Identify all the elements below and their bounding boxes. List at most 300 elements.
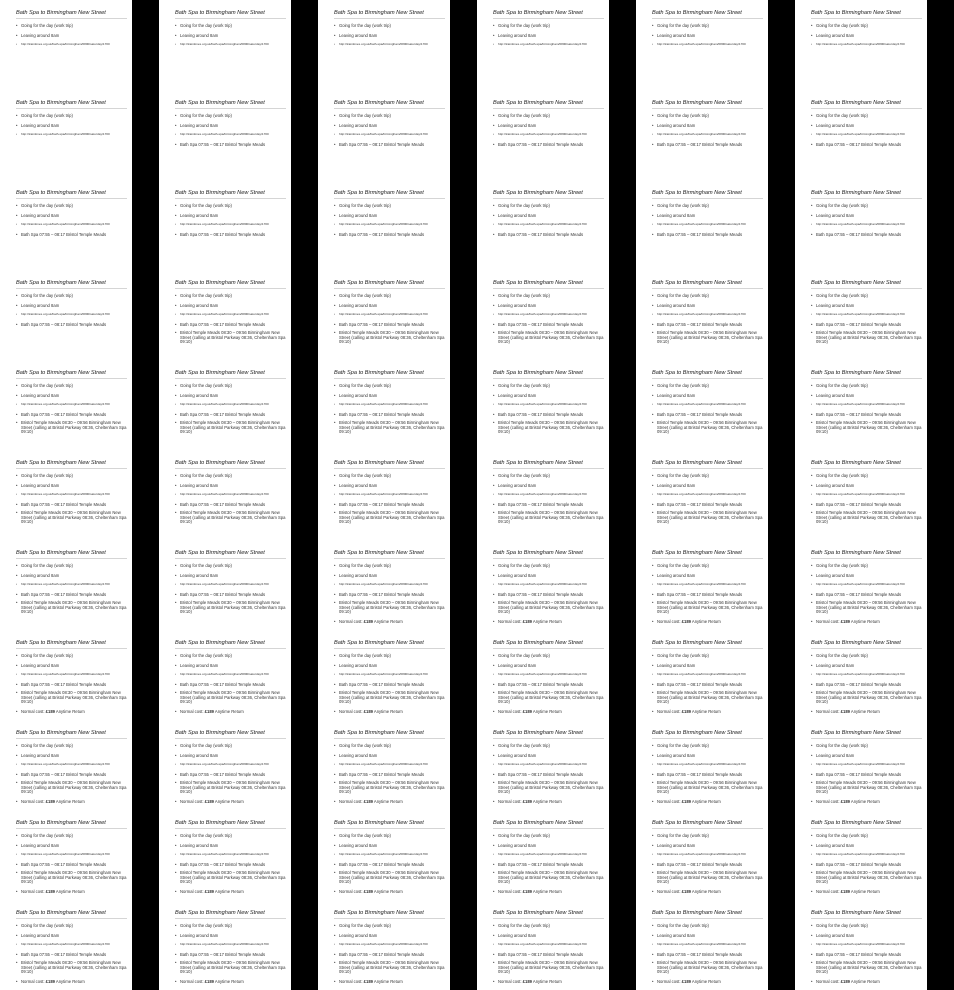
bullet-item: • Bath Spa 07:55 – 08:17 Bristol Temple Meads [652,232,763,237]
bullet-item: • Leaving around 8am [175,933,286,938]
bullet-item: • Leaving around 8am [175,213,286,218]
bullet-link[interactable]: • http://traintimes.org.uk/bath-spa/birmingham/0800/saturday/1700 [652,42,763,47]
slide-frame [318,360,450,450]
bullet-item: • Going for the day (work trip) [334,653,445,658]
bullet-item: • Leaving around 8am [493,753,604,758]
bullet-link[interactable]: • http://traintimes.org.uk/bath-spa/birmingham/0800/saturday/1700 [493,762,604,767]
bullet-item: • Bristol Temple Meads 08:30 – 09:56 Birmingham New Street (calling at Bristol Parkway 08:36, Cheltenham Spa 09:10) [493,421,604,435]
bullet-item: • Bath Spa 07:55 – 08:17 Bristol Temple Meads [175,142,286,147]
bullet-item: • Going for the day (work trip) [334,383,445,388]
bullet-item: • Going for the day (work trip) [652,563,763,568]
bullet-item: • Bath Spa 07:55 – 08:17 Bristol Temple Meads [334,232,445,237]
bullet-link[interactable]: • http://traintimes.org.uk/bath-spa/birmingham/0800/saturday/1700 [493,582,604,587]
cost-item [652,889,763,894]
bullet-item: • Going for the day (work trip) [493,113,604,118]
bullet-item: • Bristol Temple Meads 08:30 – 09:56 Birmingham New Street (calling at Bristol Parkway 08:36, Cheltenham Spa 09:10) [652,871,763,885]
ticket-type: Anytime Return [691,709,721,715]
cost-amount: £189 [204,709,214,715]
bullet-item: • Bristol Temple Meads 08:30 – 09:56 Birmingham New Street (calling at Bristol Parkway 08:36, Cheltenham Spa 09:10) [811,871,922,885]
cost-amount: £189 [45,799,55,805]
cost-amount: £189 [363,619,373,625]
cost-label: Normal cost: [657,889,682,895]
bullet-item: • Bristol Temple Meads 08:30 – 09:56 Birmingham New Street (calling at Bristol Parkway 08:36, Cheltenham Spa 09:10) [493,331,604,345]
slide-frame [318,270,450,360]
slide-frame [0,720,132,810]
bullet-item: • Leaving around 8am [811,303,922,308]
slide-frame [159,720,291,810]
bullet-item: • Bath Spa 07:55 – 08:17 Bristol Temple Meads [493,322,604,327]
slide-title: Bath Spa to Birmingham New Street [334,640,445,649]
ticket-type: Anytime Return [55,889,85,895]
ticket-type: Anytime Return [850,799,880,805]
slide-title: Bath Spa to Birmingham New Street [493,100,604,109]
cost-item [811,709,922,714]
bullet-link[interactable]: • http://traintimes.org.uk/bath-spa/birmingham/0800/saturday/1700 [811,42,922,47]
bullet-item: • Bath Spa 07:55 – 08:17 Bristol Temple Meads [493,772,604,777]
bullet-item: • Leaving around 8am [652,663,763,668]
bullet-item: • Leaving around 8am [652,33,763,38]
bullet-link[interactable]: • http://traintimes.org.uk/bath-spa/birmingham/0800/saturday/1700 [175,402,286,407]
ticket-type: Anytime Return [850,979,880,985]
slide-frame [477,270,609,360]
bullet-item: • Bath Spa 07:55 – 08:17 Bristol Temple Meads [175,862,286,867]
bullet-link[interactable]: • http://traintimes.org.uk/bath-spa/birmingham/0800/saturday/1700 [493,852,604,857]
slide-frame [318,810,450,900]
bullet-item: • Leaving around 8am [493,213,604,218]
bullet-item: • Bath Spa 07:55 – 08:17 Bristol Temple Meads [493,682,604,687]
bullet-item: • Going for the day (work trip) [652,923,763,928]
bullet-item: • Going for the day (work trip) [493,23,604,28]
bullet-item: • Leaving around 8am [811,573,922,578]
slide-frame [636,0,768,90]
cost-label: Normal cost: [498,799,523,805]
ticket-type: Anytime Return [532,619,562,625]
bullet-item: • Bath Spa 07:55 – 08:17 Bristol Temple Meads [652,952,763,957]
bullet-item: • Going for the day (work trip) [811,653,922,658]
bullet-item: • Bristol Temple Meads 08:30 – 09:56 Birmingham New Street (calling at Bristol Parkway 08:36, Cheltenham Spa 09:10) [493,601,604,615]
ticket-type: Anytime Return [55,799,85,805]
slide-frame [159,90,291,180]
slide-frame [795,630,927,720]
slide-frame [159,540,291,630]
cost-amount: £189 [363,889,373,895]
bullet-item: • Bath Spa 07:55 – 08:17 Bristol Temple Meads [175,682,286,687]
bullet-link[interactable]: • http://traintimes.org.uk/bath-spa/birmingham/0800/saturday/1700 [811,672,922,677]
slide-title: Bath Spa to Birmingham New Street [811,640,922,649]
ticket-type: Anytime Return [691,619,721,625]
bullet-item: • Leaving around 8am [652,123,763,128]
cost-amount: £189 [522,799,532,805]
bullet-item: • Bristol Temple Meads 08:30 – 09:56 Birmingham New Street (calling at Bristol Parkway 08:36, Cheltenham Spa 09:10) [334,871,445,885]
ticket-type: Anytime Return [532,799,562,805]
bullet-link[interactable]: • http://traintimes.org.uk/bath-spa/birmingham/0800/saturday/1700 [652,492,763,497]
bullet-link[interactable]: • http://traintimes.org.uk/bath-spa/birmingham/0800/saturday/1700 [175,42,286,47]
bullet-link[interactable]: • http://traintimes.org.uk/bath-spa/birmingham/0800/saturday/1700 [493,942,604,947]
cost-item [811,799,922,804]
cost-label: Normal cost: [339,799,364,805]
cost-label: Normal cost: [816,979,841,985]
cost-item [334,889,445,894]
slide-frame [159,180,291,270]
ticket-type: Anytime Return [373,979,403,985]
ticket-type: Anytime Return [532,889,562,895]
bullet-link[interactable]: • http://traintimes.org.uk/bath-spa/birmingham/0800/saturday/1700 [811,132,922,137]
cost-label: Normal cost: [816,889,841,895]
bullet-item: • Bath Spa 07:55 – 08:17 Bristol Temple Meads [16,592,127,597]
bullet-item: • Going for the day (work trip) [175,653,286,658]
cost-amount: £189 [522,889,532,895]
slide-title: Bath Spa to Birmingham New Street [175,910,286,919]
bullet-link[interactable]: • http://traintimes.org.uk/bath-spa/birmingham/0800/saturday/1700 [334,492,445,497]
slide-frame [318,450,450,540]
bullet-link[interactable]: • http://traintimes.org.uk/bath-spa/birmingham/0800/saturday/1700 [334,582,445,587]
slide-title: Bath Spa to Birmingham New Street [175,190,286,199]
bullet-link[interactable]: • http://traintimes.org.uk/bath-spa/birmingham/0800/saturday/1700 [175,762,286,767]
slide-title: Bath Spa to Birmingham New Street [16,460,127,469]
slide-title: Bath Spa to Birmingham New Street [652,910,763,919]
slide-title: Bath Spa to Birmingham New Street [811,100,922,109]
cost-item [175,799,286,804]
slide-frame [477,450,609,540]
slide-title: Bath Spa to Birmingham New Street [175,640,286,649]
bullet-item: • Bristol Temple Meads 08:30 – 09:56 Birmingham New Street (calling at Bristol Parkway 08:36, Cheltenham Spa 09:10) [811,601,922,615]
ticket-type: Anytime Return [214,799,244,805]
bullet-item: • Leaving around 8am [493,33,604,38]
bullet-item: • Bath Spa 07:55 – 08:17 Bristol Temple Meads [811,502,922,507]
bullet-link[interactable]: • http://traintimes.org.uk/bath-spa/birmingham/0800/saturday/1700 [652,222,763,227]
bullet-link[interactable]: • http://traintimes.org.uk/bath-spa/birmingham/0800/saturday/1700 [493,402,604,407]
bullet-item: • Going for the day (work trip) [175,293,286,298]
cost-label: Normal cost: [339,979,364,985]
bullet-link[interactable]: • http://traintimes.org.uk/bath-spa/birmingham/0800/saturday/1700 [175,132,286,137]
slide-title: Bath Spa to Birmingham New Street [493,370,604,379]
bullet-item: • Going for the day (work trip) [334,923,445,928]
bullet-link[interactable]: • http://traintimes.org.uk/bath-spa/birmingham/0800/saturday/1700 [334,762,445,767]
slide-frame [636,810,768,900]
bullet-item: • Bristol Temple Meads 08:30 – 09:56 Birmingham New Street (calling at Bristol Parkway 08:36, Cheltenham Spa 09:10) [175,691,286,705]
slide-title: Bath Spa to Birmingham New Street [811,280,922,289]
slide-frame [477,630,609,720]
bullet-link[interactable]: • http://traintimes.org.uk/bath-spa/birmingham/0800/saturday/1700 [493,132,604,137]
cost-label: Normal cost: [657,709,682,715]
bullet-item: • Bath Spa 07:55 – 08:17 Bristol Temple Meads [334,772,445,777]
bullet-link[interactable]: • http://traintimes.org.uk/bath-spa/birmingham/0800/saturday/1700 [811,492,922,497]
bullet-item: • Bath Spa 07:55 – 08:17 Bristol Temple Meads [334,682,445,687]
bullet-link[interactable]: • http://traintimes.org.uk/bath-spa/birmingham/0800/saturday/1700 [811,312,922,317]
cost-amount: £189 [681,889,691,895]
bullet-link[interactable]: • http://traintimes.org.uk/bath-spa/birmingham/0800/saturday/1700 [16,942,127,947]
slide-title: Bath Spa to Birmingham New Street [334,10,445,19]
bullet-item: • Bath Spa 07:55 – 08:17 Bristol Temple Meads [334,862,445,867]
frame-column [795,0,927,990]
bullet-item: • Bristol Temple Meads 08:30 – 09:56 Birmingham New Street (calling at Bristol Parkway 08:36, Cheltenham Spa 09:10) [334,781,445,795]
bullet-link[interactable]: • http://traintimes.org.uk/bath-spa/birmingham/0800/saturday/1700 [811,402,922,407]
bullet-item: • Bath Spa 07:55 – 08:17 Bristol Temple Meads [334,502,445,507]
bullet-item: • Going for the day (work trip) [16,653,127,658]
bullet-link[interactable]: • http://traintimes.org.uk/bath-spa/birmingham/0800/saturday/1700 [493,222,604,227]
bullet-link[interactable]: • http://traintimes.org.uk/bath-spa/birmingham/0800/saturday/1700 [16,132,127,137]
bullet-link[interactable]: • http://traintimes.org.uk/bath-spa/birmingham/0800/saturday/1700 [175,492,286,497]
bullet-link[interactable]: • http://traintimes.org.uk/bath-spa/birmingham/0800/saturday/1700 [334,402,445,407]
bullet-link[interactable]: • http://traintimes.org.uk/bath-spa/birmingham/0800/saturday/1700 [811,852,922,857]
bullet-item: • Going for the day (work trip) [16,743,127,748]
bullet-item: • Bath Spa 07:55 – 08:17 Bristol Temple Meads [811,682,922,687]
bullet-item: • Bath Spa 07:55 – 08:17 Bristol Temple Meads [175,592,286,597]
bullet-item: • Bristol Temple Meads 08:30 – 09:56 Birmingham New Street (calling at Bristol Parkway 08:36, Cheltenham Spa 09:10) [175,601,286,615]
bullet-link[interactable]: • http://traintimes.org.uk/bath-spa/birmingham/0800/saturday/1700 [493,672,604,677]
bullet-link[interactable]: • http://traintimes.org.uk/bath-spa/birmingham/0800/saturday/1700 [493,492,604,497]
bullet-item: • Going for the day (work trip) [493,293,604,298]
bullet-link[interactable]: • http://traintimes.org.uk/bath-spa/birmingham/0800/saturday/1700 [16,492,127,497]
bullet-item: • Bath Spa 07:55 – 08:17 Bristol Temple Meads [493,232,604,237]
cost-item [652,619,763,624]
bullet-link[interactable]: • http://traintimes.org.uk/bath-spa/birmingham/0800/saturday/1700 [652,942,763,947]
bullet-item: • Leaving around 8am [175,843,286,848]
slide-title: Bath Spa to Birmingham New Street [334,190,445,199]
bullet-item: • Leaving around 8am [811,213,922,218]
cost-amount: £189 [45,979,55,985]
cost-label: Normal cost: [816,799,841,805]
bullet-item: • Bristol Temple Meads 08:30 – 09:56 Birmingham New Street (calling at Bristol Parkway 08:36, Cheltenham Spa 09:10) [652,781,763,795]
bullet-item: • Bristol Temple Meads 08:30 – 09:56 Birmingham New Street (calling at Bristol Parkway 08:36, Cheltenham Spa 09:10) [811,961,922,975]
bullet-item: • Bath Spa 07:55 – 08:17 Bristol Temple Meads [16,412,127,417]
bullet-link[interactable]: • http://traintimes.org.uk/bath-spa/birmingham/0800/saturday/1700 [16,672,127,677]
slide-frame [636,900,768,990]
cost-label: Normal cost: [21,799,46,805]
slide-frame [318,630,450,720]
slide-frame [636,180,768,270]
slide-frame [0,270,132,360]
bullet-link[interactable]: • http://traintimes.org.uk/bath-spa/birmingham/0800/saturday/1700 [175,312,286,317]
bullet-link[interactable]: • http://traintimes.org.uk/bath-spa/birmingham/0800/saturday/1700 [16,762,127,767]
slide-frame [795,810,927,900]
slide-frame [636,630,768,720]
bullet-link[interactable]: • http://traintimes.org.uk/bath-spa/birmingham/0800/saturday/1700 [652,672,763,677]
bullet-item: • Going for the day (work trip) [811,923,922,928]
slide-title: Bath Spa to Birmingham New Street [652,280,763,289]
slide-title: Bath Spa to Birmingham New Street [652,10,763,19]
slide-title: Bath Spa to Birmingham New Street [334,550,445,559]
cost-amount: £189 [840,709,850,715]
cost-amount: £189 [840,619,850,625]
bullet-link[interactable]: • http://traintimes.org.uk/bath-spa/birmingham/0800/saturday/1700 [175,582,286,587]
slide-title: Bath Spa to Birmingham New Street [652,460,763,469]
slide-frame [318,720,450,810]
bullet-link[interactable]: • http://traintimes.org.uk/bath-spa/birmingham/0800/saturday/1700 [811,762,922,767]
bullet-link[interactable]: • http://traintimes.org.uk/bath-spa/birmingham/0800/saturday/1700 [175,942,286,947]
cost-item [16,889,127,894]
bullet-item: • Bath Spa 07:55 – 08:17 Bristol Temple Meads [334,412,445,417]
ticket-type: Anytime Return [691,889,721,895]
cost-item [175,979,286,984]
bullet-item: • Going for the day (work trip) [16,23,127,28]
slide-title: Bath Spa to Birmingham New Street [811,370,922,379]
bullet-link[interactable]: • http://traintimes.org.uk/bath-spa/birmingham/0800/saturday/1700 [175,222,286,227]
bullet-item: • Bristol Temple Meads 08:30 – 09:56 Birmingham New Street (calling at Bristol Parkway 08:36, Cheltenham Spa 09:10) [493,871,604,885]
bullet-item: • Bristol Temple Meads 08:30 – 09:56 Birmingham New Street (calling at Bristol Parkway 08:36, Cheltenham Spa 09:10) [16,691,127,705]
slide-frame [636,90,768,180]
cost-label: Normal cost: [339,709,364,715]
bullet-item: • Going for the day (work trip) [16,923,127,928]
bullet-item: • Bath Spa 07:55 – 08:17 Bristol Temple Meads [652,142,763,147]
bullet-item: • Bristol Temple Meads 08:30 – 09:56 Birmingham New Street (calling at Bristol Parkway 08:36, Cheltenham Spa 09:10) [16,511,127,525]
cost-item [175,889,286,894]
bullet-item: • Going for the day (work trip) [811,563,922,568]
cost-label: Normal cost: [498,979,523,985]
bullet-item: • Leaving around 8am [175,303,286,308]
cost-item [493,619,604,624]
bullet-item: • Bath Spa 07:55 – 08:17 Bristol Temple Meads [652,682,763,687]
bullet-link[interactable]: • http://traintimes.org.uk/bath-spa/birmingham/0800/saturday/1700 [16,312,127,317]
bullet-item: • Bath Spa 07:55 – 08:17 Bristol Temple Meads [334,142,445,147]
bullet-link[interactable]: • http://traintimes.org.uk/bath-spa/birmingham/0800/saturday/1700 [652,852,763,857]
slide-frame [0,0,132,90]
bullet-link[interactable]: • http://traintimes.org.uk/bath-spa/birmingham/0800/saturday/1700 [334,672,445,677]
bullet-link[interactable]: • http://traintimes.org.uk/bath-spa/birmingham/0800/saturday/1700 [493,42,604,47]
bullet-item: • Leaving around 8am [493,573,604,578]
cost-label: Normal cost: [21,979,46,985]
slide-title: Bath Spa to Birmingham New Street [652,640,763,649]
bullet-item: • Bath Spa 07:55 – 08:17 Bristol Temple Meads [652,772,763,777]
slide-title: Bath Spa to Birmingham New Street [16,820,127,829]
bullet-link[interactable]: • http://traintimes.org.uk/bath-spa/birmingham/0800/saturday/1700 [175,852,286,857]
bullet-item: • Going for the day (work trip) [16,563,127,568]
bullet-item: • Bristol Temple Meads 08:30 – 09:56 Birmingham New Street (calling at Bristol Parkway 08:36, Cheltenham Spa 09:10) [493,691,604,705]
cost-label: Normal cost: [339,619,364,625]
slide-frame [795,90,927,180]
bullet-item: • Going for the day (work trip) [493,203,604,208]
bullet-item: • Leaving around 8am [652,573,763,578]
bullet-item: • Leaving around 8am [493,483,604,488]
slide-title: Bath Spa to Birmingham New Street [16,100,127,109]
bullet-item: • Bristol Temple Meads 08:30 – 09:56 Birmingham New Street (calling at Bristol Parkway 08:36, Cheltenham Spa 09:10) [175,781,286,795]
bullet-link[interactable]: • http://traintimes.org.uk/bath-spa/birmingham/0800/saturday/1700 [493,312,604,317]
slide-title: Bath Spa to Birmingham New Street [16,190,127,199]
cost-item [334,799,445,804]
cost-amount: £189 [363,979,373,985]
bullet-item: • Going for the day (work trip) [334,833,445,838]
bullet-link[interactable]: • http://traintimes.org.uk/bath-spa/birmingham/0800/saturday/1700 [334,852,445,857]
cost-amount: £189 [363,799,373,805]
cost-amount: £189 [840,799,850,805]
cost-amount: £189 [204,979,214,985]
bullet-item: • Bath Spa 07:55 – 08:17 Bristol Temple Meads [175,412,286,417]
bullet-item: • Leaving around 8am [652,393,763,398]
bullet-item: • Bath Spa 07:55 – 08:17 Bristol Temple Meads [811,952,922,957]
bullet-item: • Leaving around 8am [652,213,763,218]
bullet-link[interactable]: • http://traintimes.org.uk/bath-spa/birmingham/0800/saturday/1700 [16,402,127,407]
bullet-item: • Going for the day (work trip) [334,23,445,28]
bullet-item: • Bath Spa 07:55 – 08:17 Bristol Temple Meads [652,592,763,597]
bullet-link[interactable]: • http://traintimes.org.uk/bath-spa/birmingham/0800/saturday/1700 [334,942,445,947]
frame-column [0,0,132,990]
slide-title: Bath Spa to Birmingham New Street [493,910,604,919]
slide-frame [477,360,609,450]
cost-label: Normal cost: [498,709,523,715]
bullet-link[interactable]: • http://traintimes.org.uk/bath-spa/birmingham/0800/saturday/1700 [16,42,127,47]
bullet-item: • Bath Spa 07:55 – 08:17 Bristol Temple Meads [175,772,286,777]
bullet-link[interactable]: • http://traintimes.org.uk/bath-spa/birmingham/0800/saturday/1700 [652,402,763,407]
bullet-item: • Going for the day (work trip) [16,293,127,298]
bullet-item: • Bristol Temple Meads 08:30 – 09:56 Birmingham New Street (calling at Bristol Parkway 08:36, Cheltenham Spa 09:10) [493,511,604,525]
slide-frame [477,90,609,180]
slide-title: Bath Spa to Birmingham New Street [334,280,445,289]
bullet-item: • Bath Spa 07:55 – 08:17 Bristol Temple Meads [652,412,763,417]
bullet-link[interactable]: • http://traintimes.org.uk/bath-spa/birmingham/0800/saturday/1700 [652,762,763,767]
bullet-item: • Leaving around 8am [16,843,127,848]
bullet-link[interactable]: • http://traintimes.org.uk/bath-spa/birmingham/0800/saturday/1700 [811,582,922,587]
bullet-item: • Leaving around 8am [811,393,922,398]
slide-title: Bath Spa to Birmingham New Street [652,550,763,559]
bullet-item: • Bath Spa 07:55 – 08:17 Bristol Temple Meads [811,412,922,417]
ticket-type: Anytime Return [532,709,562,715]
bullet-link[interactable]: • http://traintimes.org.uk/bath-spa/birmingham/0800/saturday/1700 [16,852,127,857]
bullet-link[interactable]: • http://traintimes.org.uk/bath-spa/birmingham/0800/saturday/1700 [811,942,922,947]
bullet-link[interactable]: • http://traintimes.org.uk/bath-spa/birmingham/0800/saturday/1700 [334,222,445,227]
bullet-item: • Leaving around 8am [16,573,127,578]
slide-title: Bath Spa to Birmingham New Street [811,820,922,829]
slide-title: Bath Spa to Birmingham New Street [652,370,763,379]
cost-amount: £189 [45,889,55,895]
cost-item [175,709,286,714]
bullet-item: • Leaving around 8am [811,843,922,848]
bullet-link[interactable]: • http://traintimes.org.uk/bath-spa/birmingham/0800/saturday/1700 [652,132,763,137]
bullet-item: • Going for the day (work trip) [334,293,445,298]
bullet-item: • Bath Spa 07:55 – 08:17 Bristol Temple Meads [175,502,286,507]
bullet-link[interactable]: • http://traintimes.org.uk/bath-spa/birmingham/0800/saturday/1700 [652,312,763,317]
slide-title: Bath Spa to Birmingham New Street [175,550,286,559]
bullet-item: • Bath Spa 07:55 – 08:17 Bristol Temple Meads [652,322,763,327]
bullet-link[interactable]: • http://traintimes.org.uk/bath-spa/birmingham/0800/saturday/1700 [334,42,445,47]
bullet-item: • Bristol Temple Meads 08:30 – 09:56 Birmingham New Street (calling at Bristol Parkway 08:36, Cheltenham Spa 09:10) [811,691,922,705]
bullet-link[interactable]: • http://traintimes.org.uk/bath-spa/birmingham/0800/saturday/1700 [652,582,763,587]
cost-amount: £189 [840,889,850,895]
bullet-link[interactable]: • http://traintimes.org.uk/bath-spa/birmingham/0800/saturday/1700 [175,672,286,677]
bullet-item: • Leaving around 8am [16,213,127,218]
bullet-link[interactable]: • http://traintimes.org.uk/bath-spa/birmingham/0800/saturday/1700 [334,132,445,137]
bullet-link[interactable]: • http://traintimes.org.uk/bath-spa/birmingham/0800/saturday/1700 [811,222,922,227]
bullet-link[interactable]: • http://traintimes.org.uk/bath-spa/birmingham/0800/saturday/1700 [16,582,127,587]
bullet-item: • Leaving around 8am [334,393,445,398]
cost-amount: £189 [522,709,532,715]
bullet-item: • Leaving around 8am [175,123,286,128]
slide-title: Bath Spa to Birmingham New Street [175,370,286,379]
ticket-type: Anytime Return [55,979,85,985]
slide-title: Bath Spa to Birmingham New Street [493,190,604,199]
bullet-item: • Going for the day (work trip) [175,563,286,568]
bullet-item: • Bristol Temple Meads 08:30 – 09:56 Birmingham New Street (calling at Bristol Parkway 08:36, Cheltenham Spa 09:10) [493,781,604,795]
ticket-type: Anytime Return [850,709,880,715]
bullet-item: • Bath Spa 07:55 – 08:17 Bristol Temple Meads [811,232,922,237]
slide-title: Bath Spa to Birmingham New Street [652,820,763,829]
slide-frame [477,540,609,630]
bullet-item: • Going for the day (work trip) [811,113,922,118]
slide-title: Bath Spa to Birmingham New Street [16,280,127,289]
bullet-item: • Going for the day (work trip) [493,653,604,658]
bullet-link[interactable]: • http://traintimes.org.uk/bath-spa/birmingham/0800/saturday/1700 [16,222,127,227]
bullet-item: • Leaving around 8am [811,753,922,758]
bullet-item: • Bristol Temple Meads 08:30 – 09:56 Birmingham New Street (calling at Bristol Parkway 08:36, Cheltenham Spa 09:10) [652,961,763,975]
bullet-link[interactable]: • http://traintimes.org.uk/bath-spa/birmingham/0800/saturday/1700 [334,312,445,317]
bullet-item: • Going for the day (work trip) [811,383,922,388]
slide-frame [795,360,927,450]
bullet-item: • Bristol Temple Meads 08:30 – 09:56 Birmingham New Street (calling at Bristol Parkway 08:36, Cheltenham Spa 09:10) [175,871,286,885]
bullet-item: • Going for the day (work trip) [493,563,604,568]
bullet-item: • Leaving around 8am [493,933,604,938]
bullet-item: • Going for the day (work trip) [652,833,763,838]
bullet-item: • Bath Spa 07:55 – 08:17 Bristol Temple Meads [16,682,127,687]
cost-item [493,799,604,804]
